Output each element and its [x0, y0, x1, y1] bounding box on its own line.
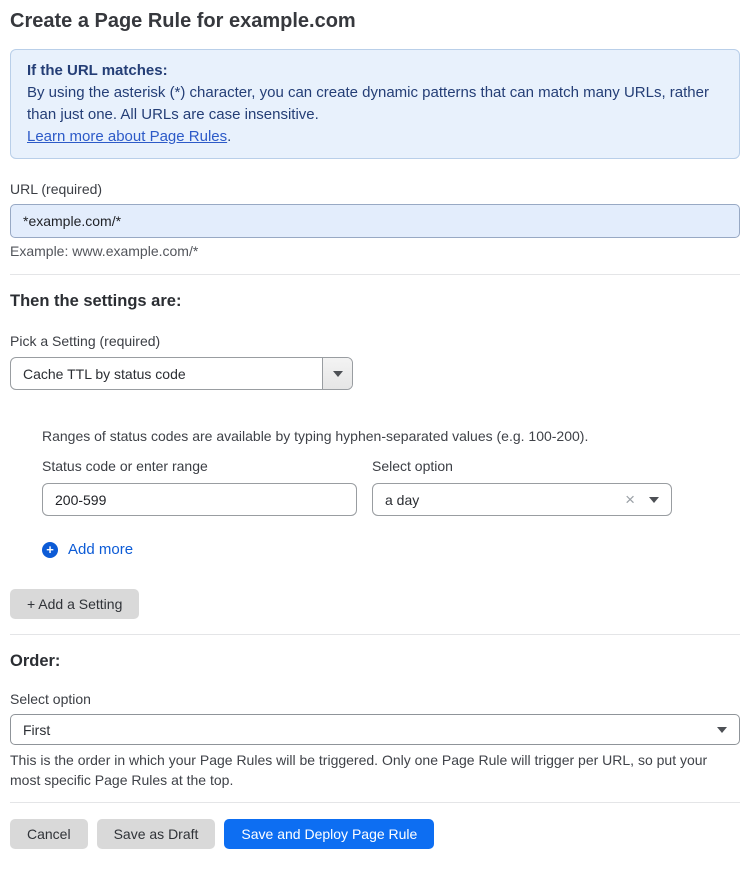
- setting-select[interactable]: [10, 357, 353, 390]
- divider: [10, 274, 740, 275]
- learn-more-link[interactable]: Learn more about Page Rules: [27, 128, 228, 145]
- divider: [10, 634, 740, 635]
- status-code-input[interactable]: [42, 483, 357, 516]
- ttl-select-icons: [625, 491, 659, 508]
- order-select-label: Select option: [10, 691, 91, 707]
- save-as-draft-button[interactable]: Save as Draft: [97, 819, 216, 849]
- save-and-deploy-button[interactable]: Save and Deploy Page Rule: [224, 819, 434, 849]
- add-more-button[interactable]: [42, 541, 133, 558]
- info-box-heading: If the URL matches:: [27, 62, 168, 79]
- add-more-label: Add more: [68, 541, 134, 558]
- status-code-label: Status code or enter range: [42, 458, 208, 474]
- plus-circle-icon: +: [42, 542, 58, 558]
- url-label: URL (required): [10, 181, 103, 197]
- info-box-body: By using the asterisk (*) character, you can create dynamic patterns that can match many URLs, rather than just one. All URLs are case insensitive.: [27, 84, 709, 123]
- order-section-heading: Order:: [10, 652, 61, 670]
- chevron-down-icon[interactable]: [322, 358, 352, 389]
- create-page-rule-form: [0, 8, 750, 849]
- url-input[interactable]: [10, 204, 740, 238]
- status-range-hint: Ranges of status codes are available by typing hyphen-separated values (e.g. 100-200).: [42, 428, 589, 444]
- link-period: .: [227, 128, 232, 145]
- order-select-value: First: [23, 721, 51, 738]
- info-link-row: [27, 126, 723, 148]
- footer-actions: [10, 819, 740, 849]
- order-helper-text: This is the order in which your Page Rules will be triggered. Only one Page Rule will trigger per URL, so put your most specific Page Rules at the top.: [10, 752, 708, 788]
- pick-setting-label: Pick a Setting (required): [10, 333, 161, 349]
- setting-detail-group: [42, 428, 740, 559]
- status-code-field: [42, 458, 357, 516]
- clear-icon[interactable]: ×: [625, 490, 635, 509]
- ttl-select-label: Select option: [372, 458, 453, 474]
- chevron-down-icon: [717, 727, 727, 733]
- chevron-down-icon: [333, 371, 343, 377]
- url-example-helper: Example: www.example.com/*: [10, 243, 199, 259]
- settings-section-heading: Then the settings are:: [10, 292, 182, 310]
- page-title: Create a Page Rule for example.com: [10, 10, 356, 32]
- ttl-select-value: a day: [385, 491, 420, 508]
- order-select[interactable]: [10, 714, 740, 745]
- chevron-down-icon[interactable]: [649, 497, 659, 503]
- status-ttl-row: [42, 458, 740, 516]
- ttl-select[interactable]: [372, 483, 672, 516]
- url-match-info-box: [10, 49, 740, 159]
- setting-select-value: Cache TTL by status code: [23, 365, 186, 382]
- divider: [10, 802, 740, 803]
- cancel-button[interactable]: Cancel: [10, 819, 88, 849]
- ttl-field: [372, 458, 672, 516]
- add-setting-button[interactable]: + Add a Setting: [10, 589, 139, 619]
